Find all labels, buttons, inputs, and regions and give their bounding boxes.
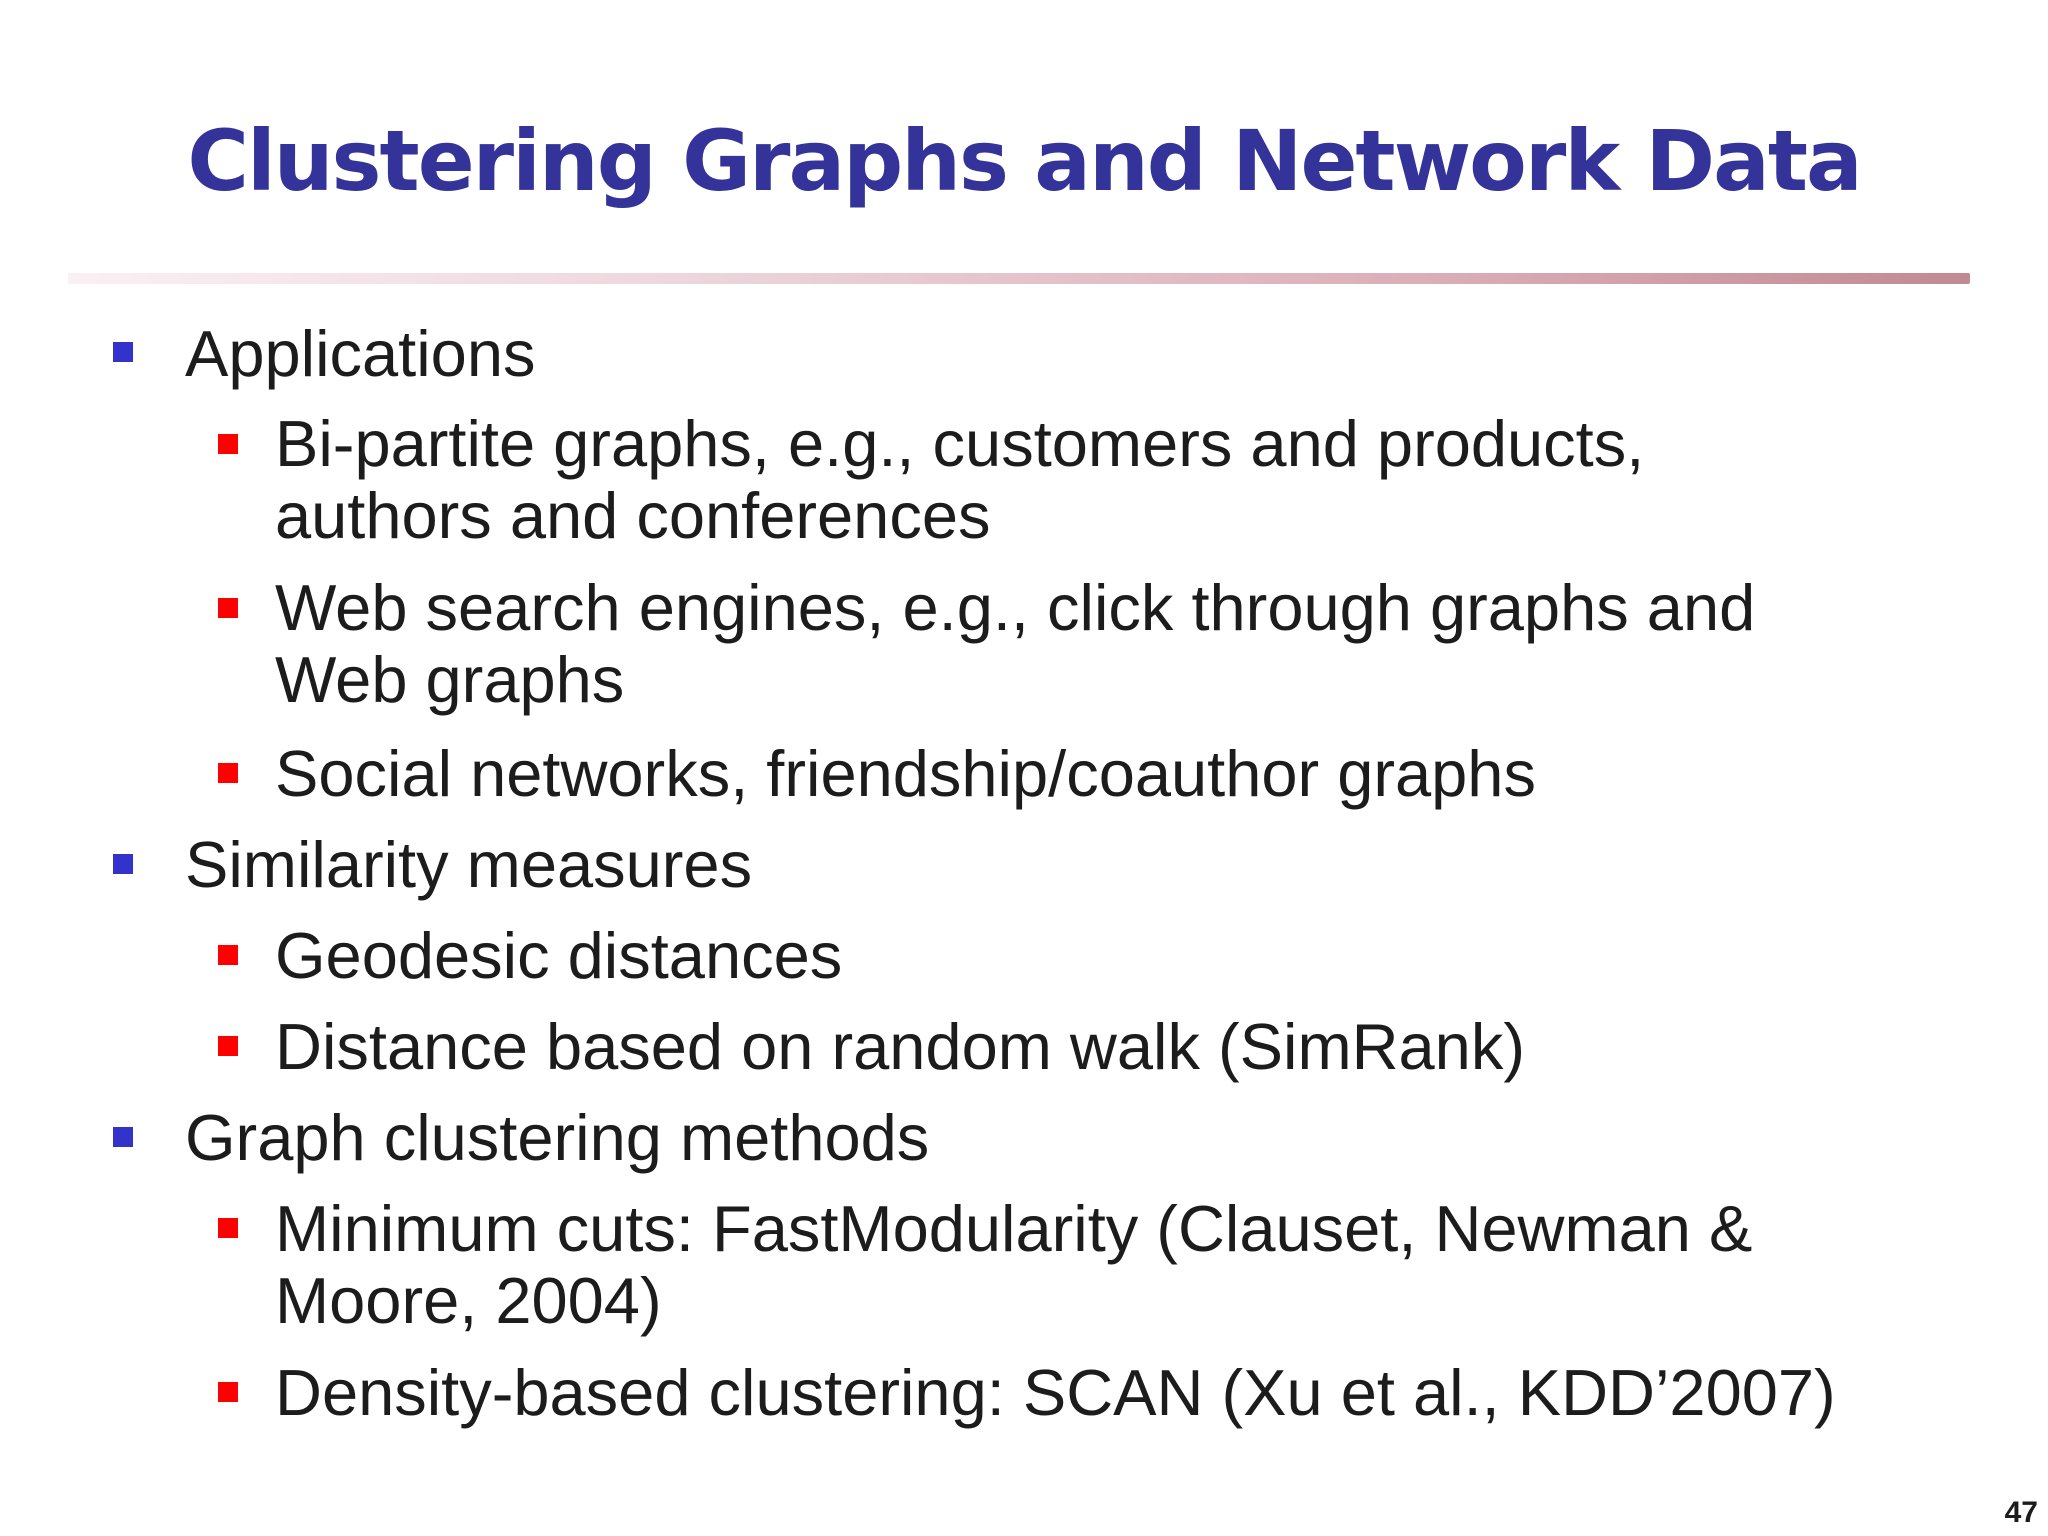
square-bullet-icon (218, 945, 238, 965)
sub-bullet-item (275, 920, 842, 992)
square-bullet-icon (218, 1036, 238, 1056)
bullet-item (185, 1102, 929, 1174)
bullet-item (185, 318, 536, 390)
square-bullet-icon (218, 434, 238, 454)
sub-bullet-text: Social networks, friendship/coauthor graphs (275, 737, 1536, 810)
sub-bullet-item (275, 1011, 1525, 1083)
bullet-text: Graph clustering methods (185, 1101, 930, 1174)
sub-bullet-text: Distance based on random walk (SimRank) (275, 1010, 1525, 1083)
sub-bullet-text: Density-based clustering: SCAN (Xu et al., KDD’2007) (275, 1356, 1836, 1429)
page-number: 47 (2004, 1496, 2038, 1529)
square-bullet-icon (113, 342, 133, 362)
sub-bullet-text: Moore, 2004) (275, 1264, 662, 1337)
square-bullet-icon (113, 1127, 133, 1147)
sub-bullet-item (275, 738, 1536, 810)
sub-bullet-item (275, 1357, 1836, 1429)
slide-title: Clustering Graphs and Network Data (187, 112, 1861, 210)
sub-bullet-text: Web search engines, e.g., click through graphs and (275, 571, 1756, 644)
sub-bullet-item (275, 1193, 1752, 1337)
sub-bullet-text: authors and conferences (275, 479, 991, 552)
square-bullet-icon (113, 854, 133, 874)
square-bullet-icon (218, 1218, 238, 1238)
sub-bullet-text: Bi-partite graphs, e.g., customers and products, (275, 407, 1645, 480)
bullet-text: Similarity measures (185, 828, 753, 901)
bullet-text: Applications (185, 317, 536, 390)
square-bullet-icon (218, 598, 238, 618)
sub-bullet-item (275, 572, 1755, 716)
square-bullet-icon (218, 1382, 238, 1402)
bullet-item (185, 829, 752, 901)
sub-bullet-item (275, 408, 1644, 552)
sub-bullet-text: Minimum cuts: FastModularity (Clauset, Newman & (275, 1192, 1753, 1265)
sub-bullet-text: Geodesic distances (275, 919, 843, 992)
sub-bullet-text: Web graphs (275, 643, 625, 716)
square-bullet-icon (218, 763, 238, 783)
